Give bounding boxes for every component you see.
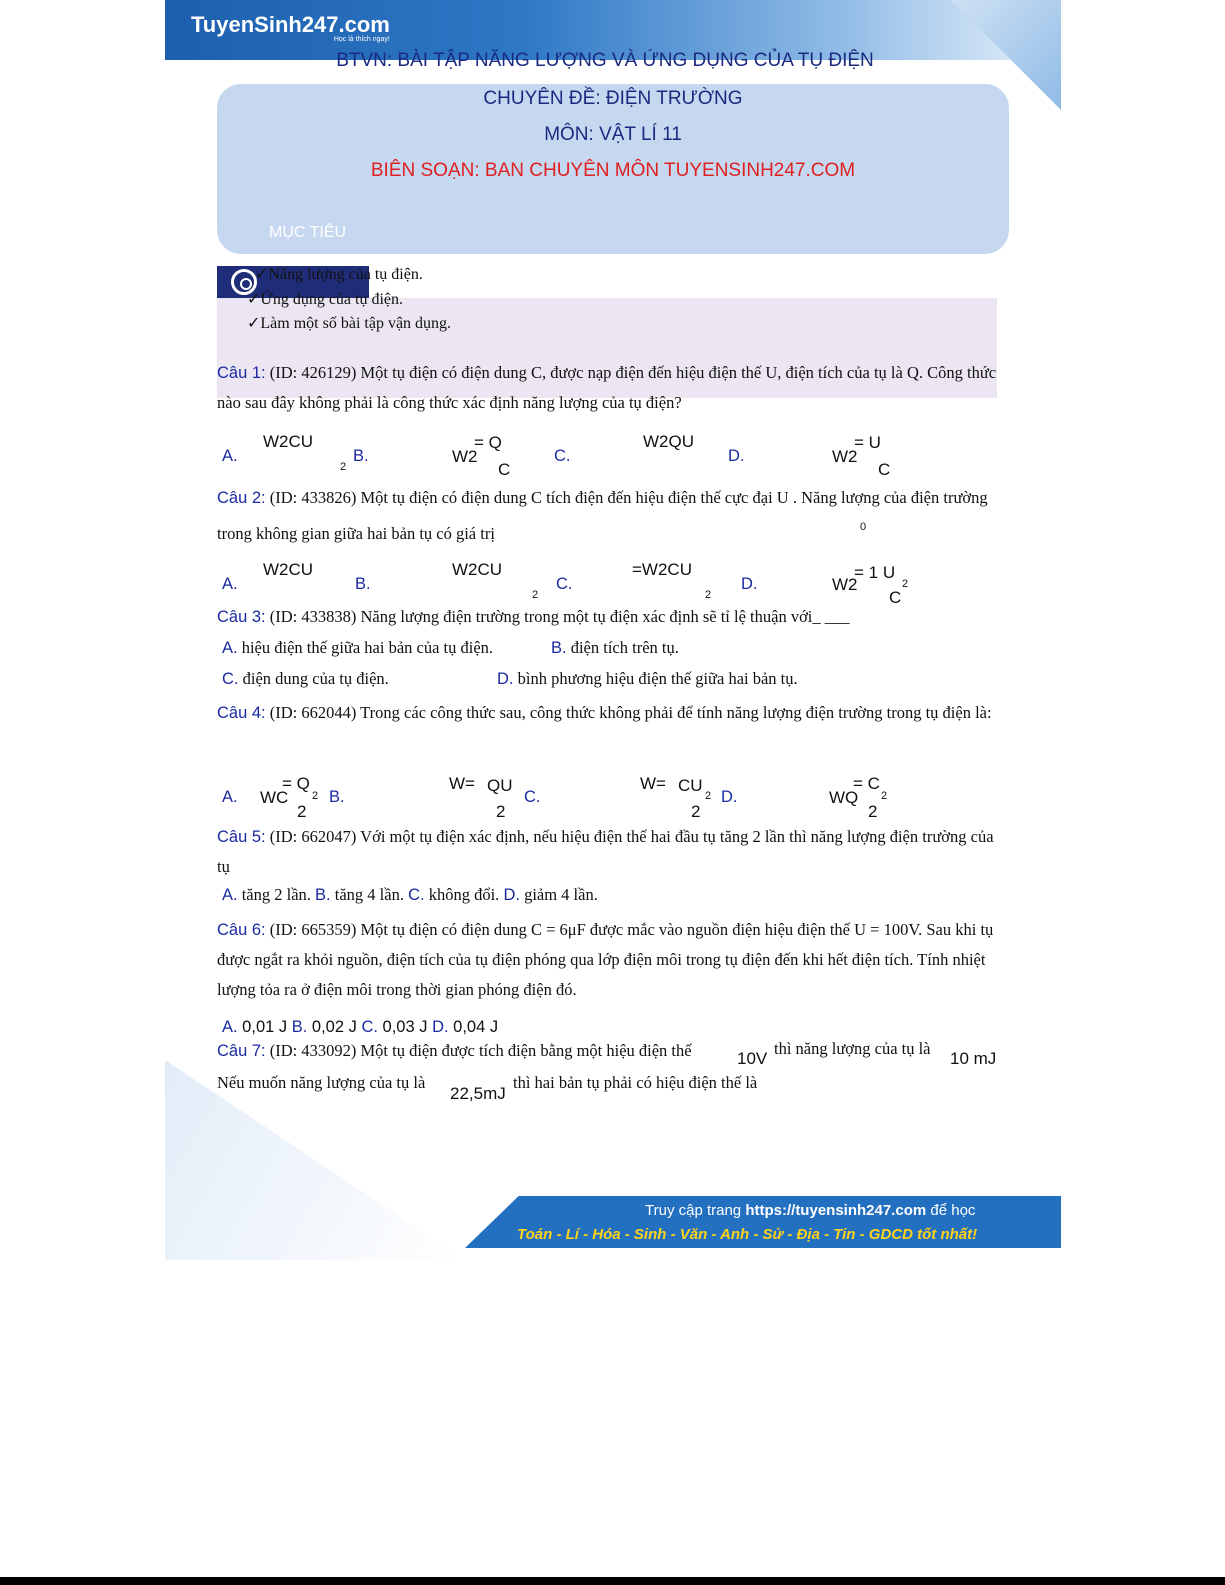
- exponent: 2: [340, 461, 347, 473]
- formula-numerator: QU: [487, 776, 513, 795]
- formula: W2CU: [263, 560, 314, 579]
- option-d[interactable]: D.: [721, 788, 738, 806]
- formula: =W2CU: [632, 560, 692, 579]
- question-label: Câu 6:: [217, 921, 266, 939]
- formula: W=: [449, 774, 475, 793]
- objectives-heading: MỤC TIÊU: [269, 224, 347, 241]
- exponent: 2: [705, 790, 712, 802]
- exponent: 2: [902, 578, 909, 590]
- formula-numerator: = Q: [282, 774, 310, 793]
- question-5: [217, 822, 1007, 882]
- formula: W2CU: [263, 432, 314, 451]
- document-page: [165, 0, 1061, 1262]
- answer-options: [222, 885, 598, 905]
- exponent: 2: [705, 589, 712, 601]
- option-text: điện tích trên tụ.: [566, 638, 679, 657]
- option-text: 0,01 J: [237, 1018, 292, 1036]
- option-a: A.: [222, 639, 238, 657]
- footer-suffix: để học: [926, 1202, 976, 1219]
- site-logo[interactable]: [191, 12, 390, 43]
- option-d[interactable]: D.: [432, 1018, 449, 1036]
- option-text: điện dung của tụ điện.: [238, 669, 389, 688]
- option-b[interactable]: B.: [315, 886, 331, 904]
- option-text: tăng 4 lần.: [330, 885, 409, 904]
- formula: W=: [640, 774, 666, 793]
- objective-item: ✓Ứng dụng của tụ điện.: [247, 291, 404, 308]
- option-b[interactable]: B.: [329, 788, 345, 806]
- option-b: B.: [551, 639, 567, 657]
- bottom-rule: [0, 1577, 1225, 1585]
- energy-value: 10 mJ: [950, 1049, 997, 1068]
- option-text: 0,04 J: [448, 1018, 499, 1036]
- footer-banner: [165, 1196, 1061, 1262]
- formula: W2CU: [452, 560, 503, 579]
- option-c[interactable]: C.: [408, 886, 425, 904]
- option-c[interactable]: C.: [554, 447, 571, 465]
- option-b[interactable]: B.: [355, 575, 371, 593]
- logo-tagline: Học là thích ngay!: [333, 36, 390, 43]
- option-b-row[interactable]: [551, 638, 679, 658]
- option-text: bình phương hiệu điện thế giữa hai bản tụ.: [513, 669, 798, 688]
- question-text: thì năng lượng của tụ là: [774, 1039, 931, 1058]
- formula-denominator: 2: [496, 802, 506, 821]
- option-text: tăng 2 lần.: [237, 885, 316, 904]
- formula: W2: [452, 447, 478, 466]
- formula-numerator: = C: [853, 774, 880, 793]
- formula-denominator: 2: [297, 802, 307, 821]
- question-4: [217, 698, 1007, 728]
- objective-item: ✓Năng lượng của tụ điện.: [255, 266, 423, 283]
- option-d[interactable]: D.: [503, 886, 520, 904]
- question-text: (ID: 426129) Một tụ điện có điện dung C, được nạp điện đến hiệu điện thế U, điện tích của tụ là Q. Công thức nào sau đây không phải là công thức xác định năng lượng của tụ điện?: [217, 363, 997, 412]
- question-6: [217, 915, 1007, 1005]
- option-a[interactable]: A.: [222, 575, 238, 593]
- formula-denominator: 2: [868, 802, 878, 821]
- subscript: 0: [860, 521, 867, 533]
- footer-line-1: [645, 1202, 975, 1219]
- option-text: giảm 4 lần.: [519, 885, 598, 904]
- question-label: Câu 5:: [217, 828, 266, 846]
- option-a[interactable]: A.: [222, 447, 238, 465]
- formula: W2: [832, 447, 858, 466]
- energy-value: 22,5mJ: [450, 1084, 506, 1103]
- exponent: 2: [881, 790, 888, 802]
- question-label: Câu 7:: [217, 1042, 266, 1060]
- footer-line-2: Toán - Lí - Hóa - Sinh - Văn - Anh - Sử - Địa - Tin - GDCD tốt nhất!: [517, 1226, 978, 1243]
- footer-link[interactable]: https://tuyensinh247.com: [745, 1202, 927, 1219]
- option-c: C.: [222, 670, 239, 688]
- option-c[interactable]: C.: [524, 788, 541, 806]
- question-text: thì hai bản tụ phải có hiệu điện thế là: [513, 1073, 758, 1092]
- question-text: (ID: 433838) Năng lượng điện trường trong một tụ điện xác định sẽ tỉ lệ thuận với_ ___: [265, 607, 850, 626]
- formula-numerator: = U: [854, 433, 881, 452]
- question-2: [217, 480, 1007, 552]
- option-a[interactable]: A.: [222, 886, 238, 904]
- option-text: 0,03 J: [377, 1018, 433, 1036]
- question-text: Nếu muốn năng lượng của tụ là: [217, 1073, 426, 1092]
- formula-numerator: CU: [678, 776, 703, 795]
- formula: W2QU: [643, 432, 694, 451]
- option-c[interactable]: C.: [556, 575, 573, 593]
- voltage-value: 10V: [737, 1049, 768, 1068]
- option-a[interactable]: A.: [222, 1018, 238, 1036]
- question-text: (ID: 433092) Một tụ điện được tích điện bằng một hiệu điện thế: [265, 1041, 692, 1060]
- formula-denominator: 2: [691, 802, 701, 821]
- document-title: BTVN: BÀI TẬP NĂNG LƯỢNG VÀ ỨNG DỤNG CỦA TỤ ĐIỆN: [336, 50, 874, 71]
- question-1: [217, 358, 1007, 418]
- option-c[interactable]: C.: [361, 1018, 378, 1036]
- info-box: [217, 84, 1009, 254]
- topic-line: CHUYÊN ĐỀ: ĐIỆN TRƯỜNG: [483, 88, 743, 109]
- option-d[interactable]: D.: [728, 447, 745, 465]
- question-label: Câu 1:: [217, 364, 266, 382]
- option-a[interactable]: A.: [222, 788, 238, 806]
- option-a-row[interactable]: [222, 638, 493, 658]
- author-line: BIÊN SOẠN: BAN CHUYÊN MÔN TUYENSINH247.COM: [370, 160, 856, 181]
- option-text: 0,02 J: [307, 1018, 362, 1036]
- question-label: Câu 4:: [217, 704, 266, 722]
- option-text: không đổi.: [424, 885, 504, 904]
- formula: W2: [832, 575, 858, 594]
- option-b[interactable]: B.: [353, 447, 369, 465]
- question-text: (ID: 665359) Một tụ điện có điện dung C = 6μF được mắc vào nguồn điện hiệu điện thế U = 100V. Sau khi tụ được ngắt ra khỏi nguồn, điện tích của tụ điện phóng qua lớp điện môi trong tụ điện đến khi hết điện tích. Tính nhiệt lượng tỏa ra ở điện môi trong thời gian phóng điện đó.: [217, 920, 994, 999]
- option-b[interactable]: B.: [291, 1018, 308, 1036]
- option-d-row[interactable]: [497, 669, 798, 689]
- question-3: [217, 605, 1007, 629]
- answer-options: [222, 1018, 498, 1037]
- formula: WQ: [829, 788, 859, 807]
- formula-numerator: = 1 U: [854, 563, 896, 582]
- subject-line: MÔN: VẬT LÍ 11: [544, 124, 682, 145]
- formula-numerator: = Q: [474, 433, 502, 452]
- exponent: 2: [312, 790, 319, 802]
- objective-item: ✓Làm một số bài tập vận dụng.: [247, 315, 452, 332]
- footer-prefix: Truy cập trang: [645, 1202, 746, 1219]
- question-text: (ID: 433826) Một tụ điện có điện dung C tích điện đến hiệu điện thế cực đại U . Năng lượng của điện trường trong không gian giữa hai bản tụ có giá trị: [217, 488, 988, 543]
- formula-denominator: C: [878, 460, 891, 479]
- question-text: (ID: 662047) Với một tụ điện xác định, nếu hiệu điện thế hai đầu tụ tăng 2 lần thì năng lượng điện trường của tụ: [217, 827, 994, 876]
- formula-denominator: C: [498, 460, 511, 479]
- exponent: 2: [532, 589, 539, 601]
- question-text: (ID: 662044) Trong các công thức sau, công thức không phải để tính năng lượng điện trường trong tụ điện là:: [265, 703, 992, 722]
- option-d[interactable]: D.: [741, 575, 758, 593]
- option-c-row[interactable]: [222, 669, 389, 689]
- formula-denominator: C: [889, 588, 902, 607]
- option-d: D.: [497, 670, 514, 688]
- logo-text: TuyenSinh247.com: [191, 12, 390, 37]
- question-label: Câu 2:: [217, 489, 266, 507]
- option-text: hiệu điện thế giữa hai bản của tụ điện.: [237, 638, 494, 657]
- question-label: Câu 3:: [217, 608, 266, 626]
- formula: WC: [260, 788, 289, 807]
